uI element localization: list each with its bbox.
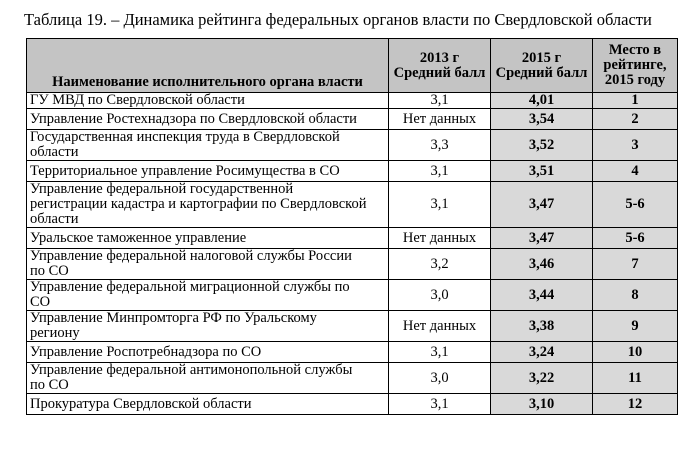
organ-name-line: Управление Ростехнадзора по Свердловской области <box>30 110 357 127</box>
organ-name-line: по СО <box>30 263 69 279</box>
organ-name-line: регистрации кадастра и картографии по Свердловской <box>30 196 367 212</box>
header-row <box>27 39 678 93</box>
cell-score-2015: 3,44 <box>491 280 593 311</box>
cell-score-2013: Нет данных <box>389 311 491 342</box>
organ-name-line: Управление Минпромторга РФ по Уральскому <box>30 310 317 326</box>
cell-organ-name <box>27 394 389 415</box>
cell-score-2015: 3,22 <box>491 363 593 394</box>
cell-score-2013: 3,1 <box>389 93 491 109</box>
cell-score-2013: 3,0 <box>389 280 491 311</box>
organ-name-line: региону <box>30 325 80 341</box>
cell-score-2015: 3,38 <box>491 311 593 342</box>
cell-organ-name <box>27 280 389 311</box>
cell-rank: 2 <box>593 109 678 130</box>
organ-name-line: по СО <box>30 377 69 393</box>
header-2015-line: 2015 г <box>521 49 562 66</box>
cell-organ-name <box>27 249 389 280</box>
cell-score-2013: 3,1 <box>389 394 491 415</box>
header-name: Наименование исполнительного органа власти <box>27 39 389 93</box>
cell-organ-name <box>27 182 389 228</box>
cell-rank: 5-6 <box>593 228 678 249</box>
header-2015 <box>491 39 593 93</box>
cell-organ-name <box>27 363 389 394</box>
cell-rank: 1 <box>593 93 678 109</box>
cell-rank: 8 <box>593 280 678 311</box>
table-row <box>27 342 678 363</box>
cell-organ-name <box>27 93 389 109</box>
table-row <box>27 363 678 394</box>
organ-name-line: области <box>30 144 79 160</box>
table-row <box>27 93 678 109</box>
header-2013-line: 2013 г <box>419 49 460 66</box>
cell-score-2015: 3,24 <box>491 342 593 363</box>
header-rank-line: 2015 году <box>604 72 666 88</box>
cell-score-2015: 3,47 <box>491 228 593 249</box>
cell-organ-name <box>27 161 389 182</box>
cell-rank: 11 <box>593 363 678 394</box>
organ-name-line: Уральское таможенное управление <box>30 229 247 246</box>
cell-score-2015: 3,54 <box>491 109 593 130</box>
organ-name-line: СО <box>30 294 51 310</box>
cell-rank: 7 <box>593 249 678 280</box>
cell-rank: 9 <box>593 311 678 342</box>
cell-rank: 12 <box>593 394 678 415</box>
cell-score-2013: Нет данных <box>389 109 491 130</box>
cell-rank: 3 <box>593 130 678 161</box>
table-row <box>27 394 678 415</box>
table-row <box>27 109 678 130</box>
cell-rank: 5-6 <box>593 182 678 228</box>
cell-score-2015: 3,10 <box>491 394 593 415</box>
cell-score-2015: 3,51 <box>491 161 593 182</box>
organ-name-line: Управление Роспотребнадзора по СО <box>30 343 262 360</box>
cell-score-2015: 3,46 <box>491 249 593 280</box>
rating-table <box>26 38 678 415</box>
cell-organ-name <box>27 109 389 130</box>
cell-score-2015: 4,01 <box>491 93 593 109</box>
cell-organ-name <box>27 130 389 161</box>
header-2015-line: Средний балл <box>495 64 588 81</box>
organ-name-line: Территориальное управление Росимущества в СО <box>30 162 340 179</box>
cell-organ-name <box>27 342 389 363</box>
cell-score-2013: 3,1 <box>389 182 491 228</box>
table-body <box>27 93 678 415</box>
cell-organ-name <box>27 311 389 342</box>
cell-score-2013: 3,1 <box>389 342 491 363</box>
cell-rank: 10 <box>593 342 678 363</box>
cell-score-2015: 3,47 <box>491 182 593 228</box>
cell-score-2013: 3,2 <box>389 249 491 280</box>
cell-score-2015: 3,52 <box>491 130 593 161</box>
header-rank-line: Место в <box>608 42 662 58</box>
organ-name-line: Управление федеральной налоговой службы России <box>30 248 352 264</box>
organ-name-line: Управление федеральной государственной <box>30 181 294 197</box>
table-row <box>27 280 678 311</box>
table-row <box>27 228 678 249</box>
organ-name-line: Государственная инспекция труда в Свердловской <box>30 129 340 145</box>
cell-score-2013: 3,0 <box>389 363 491 394</box>
header-rank <box>593 39 678 93</box>
cell-score-2013: 3,1 <box>389 161 491 182</box>
organ-name-line: Управление федеральной миграционной службы по <box>30 279 350 295</box>
table-row <box>27 182 678 228</box>
table-row <box>27 249 678 280</box>
table-caption: Таблица 19. – Динамика рейтинга федеральных органов власти по Свердловской области <box>24 10 652 29</box>
table-row <box>27 311 678 342</box>
cell-score-2013: 3,3 <box>389 130 491 161</box>
organ-name-line: области <box>30 211 79 227</box>
header-2013-line: Средний балл <box>393 64 486 81</box>
organ-name-line: Прокуратура Свердловской области <box>30 395 252 412</box>
header-rank-line: рейтинге, <box>603 57 667 73</box>
cell-score-2013: Нет данных <box>389 228 491 249</box>
cell-rank: 4 <box>593 161 678 182</box>
organ-name-line: ГУ МВД по Свердловской области <box>30 92 245 108</box>
organ-name-line: Управление федеральной антимонопольной службы <box>30 362 353 378</box>
table-row <box>27 130 678 161</box>
header-2013 <box>389 39 491 93</box>
table-row <box>27 161 678 182</box>
cell-organ-name <box>27 228 389 249</box>
